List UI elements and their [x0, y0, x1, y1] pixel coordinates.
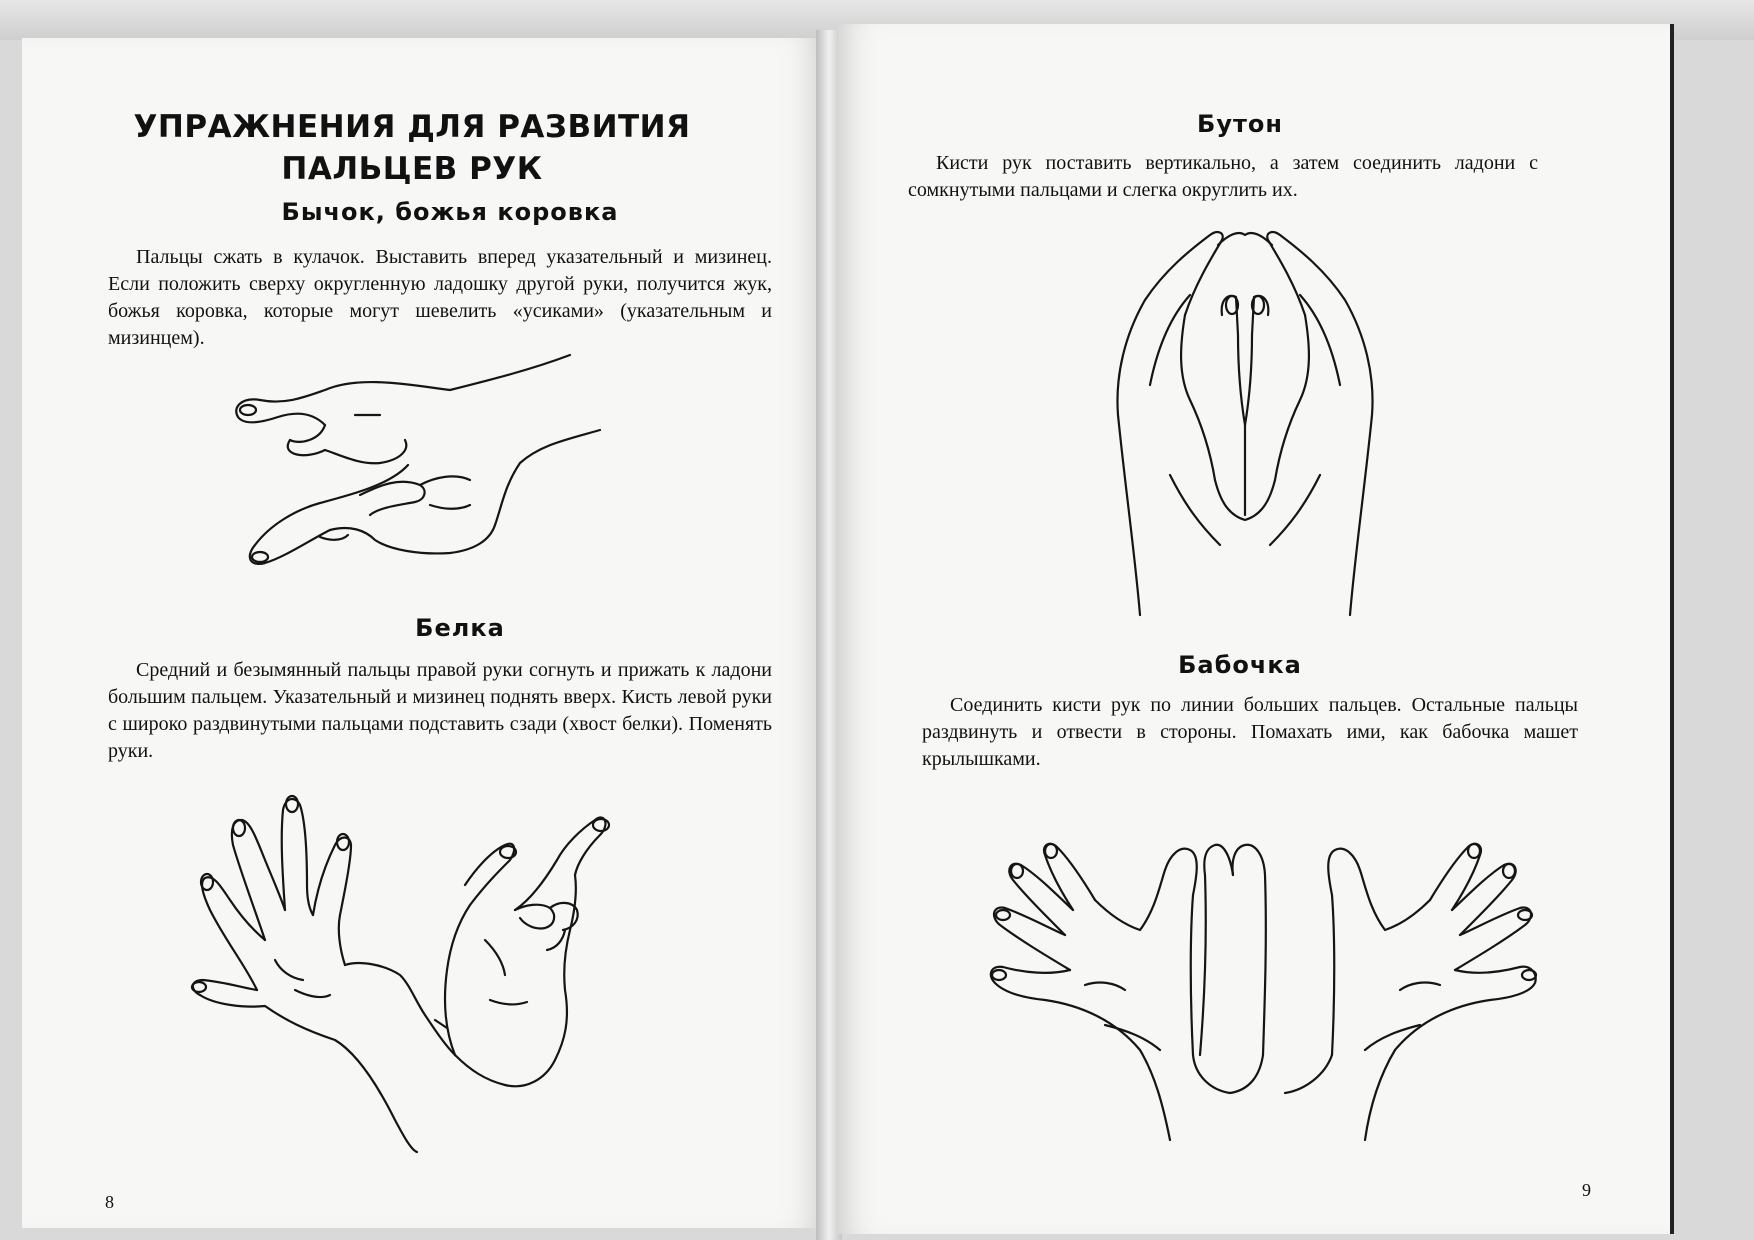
belka-hands-illustration	[185, 790, 685, 1160]
exercise-text-babochka: Соединить кисти рук по линии больших пальцев. Остальные пальцы раздвинуть и отвести в стороны. Помахать ими, как бабочка машет крылышками.	[922, 694, 1578, 770]
exercise-heading-belka: Белка	[415, 614, 505, 642]
buton-hands-illustration	[1110, 225, 1390, 620]
page-number-left: 8	[105, 1192, 114, 1212]
page-number-right: 9	[1582, 1180, 1591, 1200]
exercise-heading-babochka: Бабочка	[1178, 651, 1302, 679]
bychok-hands-illustration	[230, 345, 630, 585]
page-title: УПРАЖНЕНИЯ ДЛЯ РАЗВИТИЯ ПАЛЬЦЕВ РУК	[133, 109, 691, 187]
babochka-hands-illustration	[985, 815, 1540, 1145]
exercise-text-belka: Средний и безымянный пальцы правой руки согнуть и прижать к ладони большим пальцем. Указательный и мизинец поднять вверх. Кисть левой руки с широко раздвинутыми пальцами подставить сзади (хвост белки). Поменять руки.	[108, 659, 772, 762]
exercise-heading-buton: Бутон	[1197, 110, 1283, 138]
exercise-text-bychok: Пальцы сжать в кулачок. Выставить вперед указательный и мизинец. Если положить сверху округленную ладошку другой руки, получится жук, божья коровка, которые могут шевелить «усиками» (указательным и мизинцем).	[108, 246, 772, 349]
exercise-text-buton: Кисти рук поставить вертикально, а затем соединить ладони с сомкнутыми пальцами и слегка округлить их.	[908, 152, 1538, 201]
exercise-heading-bychok: Бычок, божья коровка	[281, 198, 619, 226]
